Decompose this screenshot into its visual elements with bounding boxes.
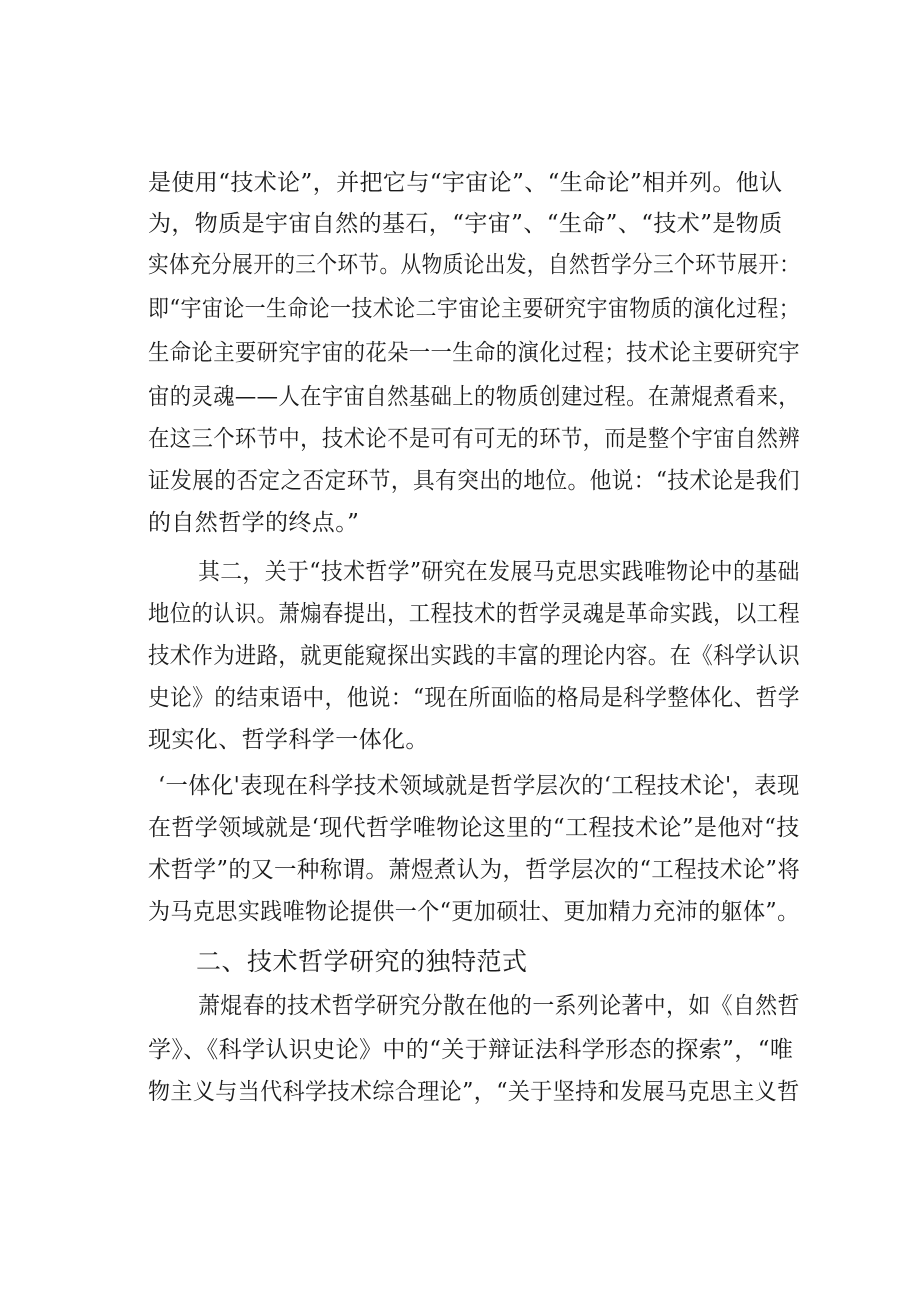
paragraph-1-line-6: 宙的灵魂——人在宇宙自然基础上的物质创建过程。在萧焜煮看来， bbox=[148, 384, 801, 410]
paragraph-2-line-5: 现实化、哲学科学一体化。 bbox=[148, 727, 429, 753]
paragraph-3-line-4: 为马克思实践唯物论提供一个“更加硕壮、更加精力充沛的躯体”。 bbox=[148, 899, 800, 925]
paragraph-1-line-3: 实体充分展开的三个环节。从物质论出发，自然哲学分三个环节展开： bbox=[148, 252, 801, 278]
paragraph-2-line-1: 其二，关于“技术哲学”研究在发展马克思实践唯物论中的基础 bbox=[198, 559, 800, 585]
paragraph-2-line-3: 技术作为进路，就更能窥探出实践的丰富的理论内容。在《科学认识 bbox=[148, 643, 801, 669]
paragraph-2-line-4: 史论》的结束语中，他说：“现在所面临的格局是科学整体化、哲学 bbox=[148, 685, 800, 711]
paragraph-1-line-2: 为，物质是宇宙自然的基石，“宇宙”、“生命”、“技术”是物质 bbox=[148, 211, 783, 237]
paragraph-3-line-2: 在哲学领域就是‘现代哲学唯物论这里的“工程技术论”是他对“技 bbox=[148, 815, 800, 841]
paragraph-4-line-1: 萧焜春的技术哲学研究分散在他的一系列论著中，如《自然哲 bbox=[198, 993, 800, 1019]
paragraph-3-line-1: ‘一体化'表现在科学技术领域就是哲学层次的‘工程技术论'，表现 bbox=[158, 773, 800, 799]
section-heading: 二、技术哲学研究的独特范式 bbox=[196, 947, 528, 976]
paragraph-1-line-7: 在这三个环节中，技术论不是可有可无的环节，而是整个宇宙自然辨 bbox=[148, 426, 801, 452]
paragraph-1-line-5: 生命论主要研究宇宙的花朵一一生命的演化过程；技术论主要研究宇 bbox=[148, 340, 801, 366]
paragraph-1-line-4: 即“宇宙论一生命论一技术论二宇宙论主要研究宇宙物质的演化过程； bbox=[148, 296, 801, 322]
paragraph-4-line-2: 学》、《科学认识史论》中的“关于辩证法科学形态的探索”，“唯 bbox=[148, 1037, 794, 1063]
paragraph-1-line-1: 是使用“技术论”，并把它与“宇宙论”、“生命论”相并列。他认 bbox=[148, 170, 783, 196]
paragraph-1-line-8: 证发展的否定之否定环节，具有突出的地位。他说：“技术论是我们 bbox=[148, 468, 800, 494]
paragraph-4-line-3: 物主义与当代科学技术综合理论”，“关于坚持和发展马克思主义哲 bbox=[148, 1079, 800, 1105]
paragraph-3-line-3: 术哲学”的又一种称谓。萧煜煮认为，哲学层次的“工程技术论”将 bbox=[148, 857, 801, 883]
paragraph-2-line-2: 地位的认识。萧煽春提出，工程技术的哲学灵魂是革命实践，以工程 bbox=[148, 601, 801, 627]
paragraph-1-line-9: 的自然哲学的终点。” bbox=[148, 510, 360, 536]
